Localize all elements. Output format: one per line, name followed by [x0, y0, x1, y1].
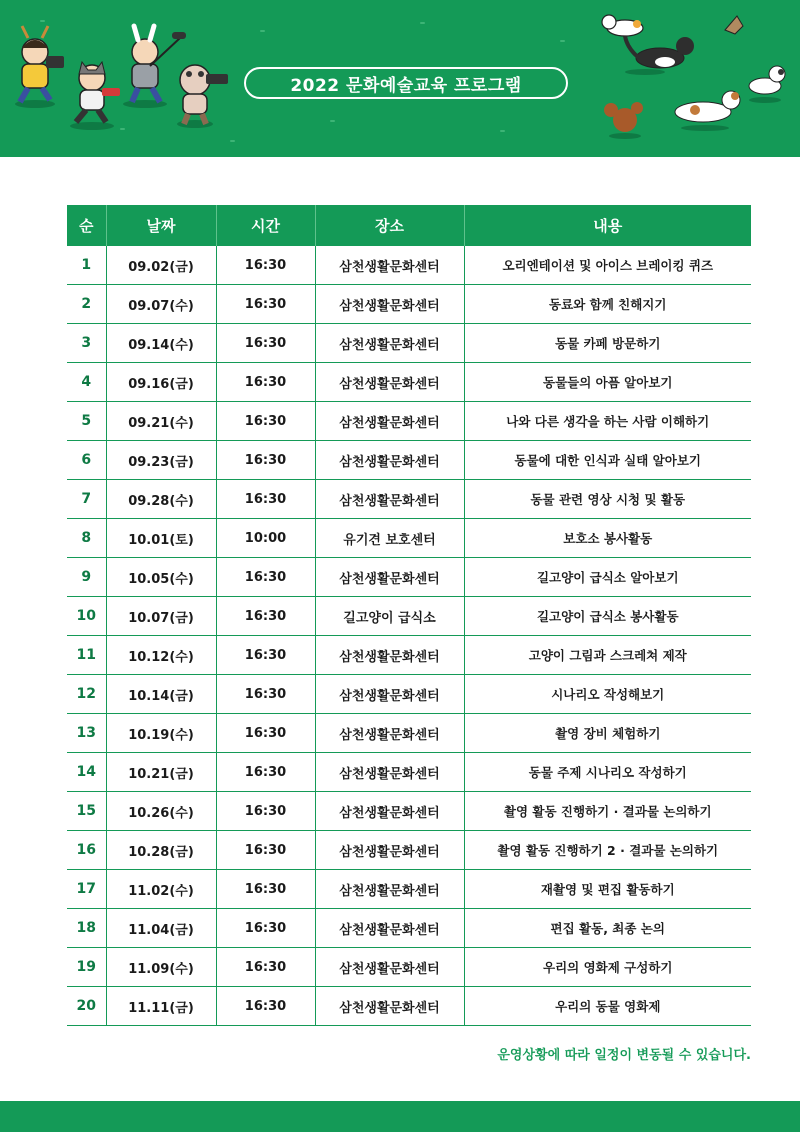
cell-no: 11: [67, 636, 106, 675]
column-header-content: 내용: [464, 205, 751, 246]
cell-time: 16:30: [216, 987, 315, 1026]
cell-place: 삼천생활문화센터: [315, 948, 464, 987]
column-header-no: 순: [67, 205, 106, 246]
cell-date: 09.07(수): [106, 285, 216, 324]
cell-place: 삼천생활문화센터: [315, 675, 464, 714]
cell-time: 16:30: [216, 675, 315, 714]
column-header-date: 날짜: [106, 205, 216, 246]
cell-content: 촬영 활동 진행하기 · 결과물 논의하기: [464, 792, 751, 831]
cell-content: 고양이 그림과 스크레쳐 제작: [464, 636, 751, 675]
table-row: [67, 714, 751, 753]
cell-time: 16:30: [216, 753, 315, 792]
table-row: [67, 402, 751, 441]
cell-time: 16:30: [216, 792, 315, 831]
table-row: [67, 753, 751, 792]
cell-content: 촬영 장비 체험하기: [464, 714, 751, 753]
table-row: [67, 831, 751, 870]
cell-place: 삼천생활문화센터: [315, 285, 464, 324]
table-header-row: [67, 205, 751, 246]
cell-content: 오리엔테이션 및 아이스 브레이킹 퀴즈: [464, 246, 751, 285]
cell-content: 동물 카페 방문하기: [464, 324, 751, 363]
cell-time: 16:30: [216, 480, 315, 519]
table-body: [67, 246, 751, 1026]
cell-date: 10.28(금): [106, 831, 216, 870]
cell-content: 우리의 영화제 구성하기: [464, 948, 751, 987]
cell-content: 동물들의 아픔 알아보기: [464, 363, 751, 402]
cell-place: 삼천생활문화센터: [315, 636, 464, 675]
cell-date: 09.02(금): [106, 246, 216, 285]
cell-date: 11.11(금): [106, 987, 216, 1026]
cell-time: 16:30: [216, 909, 315, 948]
cell-time: 16:30: [216, 870, 315, 909]
cell-time: 16:30: [216, 246, 315, 285]
cell-content: 동물 주제 시나리오 작성하기: [464, 753, 751, 792]
cell-time: 16:30: [216, 948, 315, 987]
cell-date: 09.23(금): [106, 441, 216, 480]
table-row: [67, 558, 751, 597]
cell-place: 삼천생활문화센터: [315, 480, 464, 519]
table-row: [67, 987, 751, 1026]
cell-place: 삼천생활문화센터: [315, 753, 464, 792]
table-row: [67, 480, 751, 519]
cell-time: 16:30: [216, 441, 315, 480]
cell-no: 10: [67, 597, 106, 636]
page-title: 2022 문화예술교육 프로그램: [244, 67, 568, 99]
cell-date: 10.01(토): [106, 519, 216, 558]
cell-content: 시나리오 작성해보기: [464, 675, 751, 714]
cell-date: 09.21(수): [106, 402, 216, 441]
cell-no: 9: [67, 558, 106, 597]
cell-date: 10.19(수): [106, 714, 216, 753]
table-row: [67, 636, 751, 675]
cell-time: 16:30: [216, 636, 315, 675]
table-row: [67, 363, 751, 402]
cell-no: 13: [67, 714, 106, 753]
cell-place: 삼천생활문화센터: [315, 909, 464, 948]
cell-time: 16:30: [216, 324, 315, 363]
table-row: [67, 285, 751, 324]
footer-bar: [0, 1101, 800, 1132]
cell-no: 3: [67, 324, 106, 363]
table-row: [67, 792, 751, 831]
cell-content: 촬영 활동 진행하기 2 · 결과물 논의하기: [464, 831, 751, 870]
cell-no: 16: [67, 831, 106, 870]
cell-place: 삼천생활문화센터: [315, 987, 464, 1026]
cell-time: 16:30: [216, 363, 315, 402]
cell-place: 삼천생활문화센터: [315, 324, 464, 363]
cell-place: 삼천생활문화센터: [315, 441, 464, 480]
cell-content: 재촬영 및 편집 활동하기: [464, 870, 751, 909]
cell-time: 16:30: [216, 714, 315, 753]
cell-no: 5: [67, 402, 106, 441]
cell-no: 2: [67, 285, 106, 324]
table-row: [67, 675, 751, 714]
cell-place: 삼천생활문화센터: [315, 792, 464, 831]
cell-place: 삼천생활문화센터: [315, 363, 464, 402]
table-row: [67, 948, 751, 987]
cell-content: 우리의 동물 영화제: [464, 987, 751, 1026]
cell-content: 길고양이 급식소 봉사활동: [464, 597, 751, 636]
column-header-place: 장소: [315, 205, 464, 246]
table-row: [67, 909, 751, 948]
cell-no: 12: [67, 675, 106, 714]
cell-content: 편집 활동, 최종 논의: [464, 909, 751, 948]
cell-place: 삼천생활문화센터: [315, 402, 464, 441]
cell-no: 4: [67, 363, 106, 402]
cell-content: 동료와 함께 친해지기: [464, 285, 751, 324]
cell-time: 10:00: [216, 519, 315, 558]
table-row: [67, 870, 751, 909]
cell-no: 7: [67, 480, 106, 519]
cell-content: 길고양이 급식소 알아보기: [464, 558, 751, 597]
cell-no: 1: [67, 246, 106, 285]
cell-date: 11.04(금): [106, 909, 216, 948]
cell-place: 삼천생활문화센터: [315, 558, 464, 597]
cell-no: 18: [67, 909, 106, 948]
header-banner: [0, 0, 800, 157]
cell-no: 20: [67, 987, 106, 1026]
column-header-time: 시간: [216, 205, 315, 246]
cell-place: 유기견 보호센터: [315, 519, 464, 558]
cell-place: 삼천생활문화센터: [315, 831, 464, 870]
cell-date: 10.05(수): [106, 558, 216, 597]
cell-time: 16:30: [216, 285, 315, 324]
cell-time: 16:30: [216, 558, 315, 597]
cell-no: 17: [67, 870, 106, 909]
table-row: [67, 519, 751, 558]
cell-date: 10.07(금): [106, 597, 216, 636]
cell-date: 09.14(수): [106, 324, 216, 363]
cell-content: 동물 관련 영상 시청 및 활동: [464, 480, 751, 519]
cell-no: 6: [67, 441, 106, 480]
cell-date: 10.26(수): [106, 792, 216, 831]
table-row: [67, 441, 751, 480]
cell-place: 삼천생활문화센터: [315, 870, 464, 909]
cell-time: 16:30: [216, 831, 315, 870]
cell-no: 19: [67, 948, 106, 987]
cell-no: 14: [67, 753, 106, 792]
cell-date: 11.09(수): [106, 948, 216, 987]
cell-content: 보호소 봉사활동: [464, 519, 751, 558]
kids-filming-illustration: [0, 0, 240, 157]
cell-place: 삼천생활문화센터: [315, 714, 464, 753]
program-schedule-table: [67, 205, 751, 1026]
table-row: [67, 246, 751, 285]
table-row: [67, 597, 751, 636]
cell-no: 8: [67, 519, 106, 558]
cell-date: 10.14(금): [106, 675, 216, 714]
cell-content: 동물에 대한 인식과 실태 알아보기: [464, 441, 751, 480]
cell-place: 삼천생활문화센터: [315, 246, 464, 285]
running-animals-illustration: [585, 0, 800, 157]
cell-time: 16:30: [216, 402, 315, 441]
schedule-change-notice: 운영상황에 따라 일정이 변동될 수 있습니다.: [497, 1048, 751, 1063]
cell-date: 09.16(금): [106, 363, 216, 402]
cell-content: 나와 다른 생각을 하는 사람 이해하기: [464, 402, 751, 441]
cell-date: 11.02(수): [106, 870, 216, 909]
cell-place: 길고양이 급식소: [315, 597, 464, 636]
cell-date: 09.28(수): [106, 480, 216, 519]
table-row: [67, 324, 751, 363]
cell-date: 10.21(금): [106, 753, 216, 792]
cell-no: 15: [67, 792, 106, 831]
cell-time: 16:30: [216, 597, 315, 636]
cell-date: 10.12(수): [106, 636, 216, 675]
